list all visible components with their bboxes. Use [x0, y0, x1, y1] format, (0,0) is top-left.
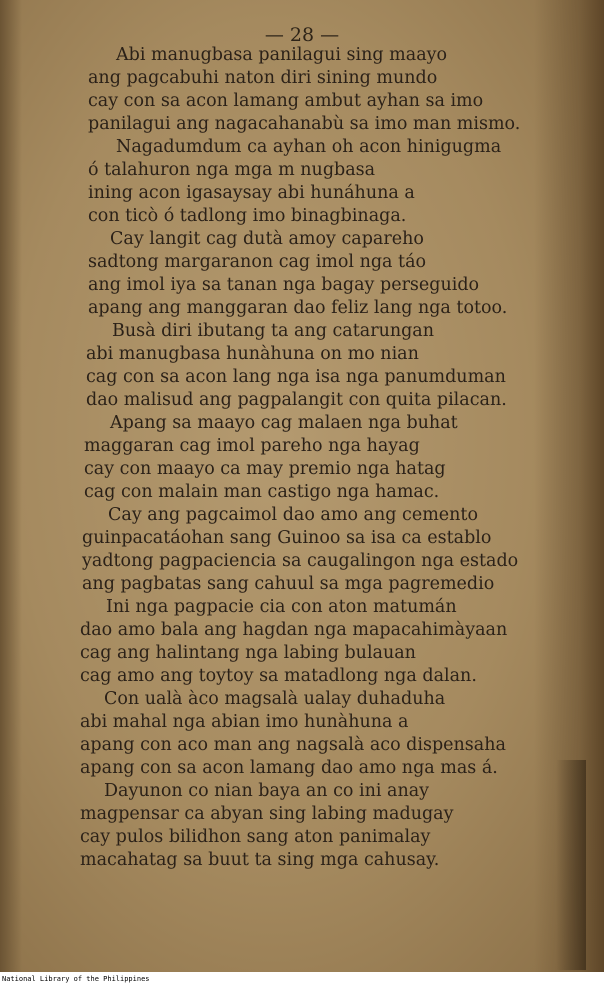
poem-line: Apang sa maayo cag malaen nga buhat — [110, 413, 458, 433]
poem-line: panilagui ang nagacahanabù sa imo man mismo. — [88, 114, 521, 134]
poem-line: apang ang manggaran dao feliz lang nga totoo. — [88, 298, 508, 318]
poem-line: Abi manugbasa panilagui sing maayo — [116, 45, 448, 65]
poem-line: Cay langit cag dutà amoy capareho — [110, 229, 424, 249]
poem-line: guinpacatáohan sang Guinoo sa isa ca establo — [82, 528, 492, 548]
poem-line: abi manugbasa hunàhuna on mo nian — [86, 344, 419, 364]
page-fold — [556, 760, 586, 970]
poem-line: ining acon igasaysay abi hunáhuna a — [88, 183, 415, 203]
poem-line: cag con sa acon lang nga isa nga panumduman — [86, 367, 506, 387]
poem-line: Ini nga pagpacie cia con aton matumán — [106, 597, 457, 617]
poem-line: cay con maayo ca may premio nga hatag — [84, 459, 446, 479]
poem-line: apang con aco man ang nagsalà aco dispensaha — [80, 735, 506, 755]
poem-line: apang con sa acon lamang dao amo nga mas á. — [80, 758, 498, 778]
poem-line: con ticò ó tadlong imo binagbinaga. — [88, 206, 407, 226]
page-number: — 28 — — [264, 24, 340, 46]
poem-line: cag ang halintang nga labing bulauan — [80, 643, 416, 663]
poem-line: Nagadumdum ca ayhan oh acon hinigugma — [116, 137, 502, 157]
poem-line: cag con malain man castigo nga hamac. — [84, 482, 440, 502]
poem-line: Cay ang pagcaimol dao amo ang cemento — [108, 505, 478, 525]
poem-line: macahatag sa buut ta sing mga cahusay. — [80, 850, 440, 870]
poem-line: ang imol iya sa tanan nga bagay perseguido — [88, 275, 480, 295]
source-attribution: National Library of the Philippines — [2, 975, 150, 983]
poem-line: cag amo ang toytoy sa matadlong nga dalan. — [80, 666, 477, 686]
page-shadow-left — [0, 0, 22, 972]
poem-line: Dayunon co nian baya an co ini anay — [104, 781, 430, 801]
poem-line: maggaran cag imol pareho nga hayag — [84, 436, 420, 456]
poem-line: abi mahal nga abian imo hunàhuna a — [80, 712, 409, 732]
poem-line: dao amo bala ang hagdan nga mapacahimàyaan — [80, 620, 508, 640]
poem-line: sadtong margaranon cag imol nga táo — [88, 252, 427, 272]
poem-line: dao malisud ang pagpalangit con quita pilacan. — [86, 390, 507, 410]
poem-line: Busà diri ibutang ta ang catarungan — [112, 321, 435, 341]
poem-line: ang pagbatas sang cahuul sa mga pagremedio — [82, 574, 495, 594]
poem-line: magpensar ca abyan sing labing madugay — [80, 804, 454, 824]
poem-line: cay pulos bilidhon sang aton panimalay — [80, 827, 431, 847]
poem-line: ó talahuron nga mga m nugbasa — [88, 160, 376, 180]
poem-line: yadtong pagpaciencia sa caugalingon nga estado — [82, 551, 519, 571]
poem-line: cay con sa acon lamang ambut ayhan sa imo — [88, 91, 484, 111]
poem-line: ang pagcabuhi naton diri sining mundo — [88, 68, 438, 88]
poem-line: Con ualà àco magsalà ualay duhaduha — [104, 689, 446, 709]
